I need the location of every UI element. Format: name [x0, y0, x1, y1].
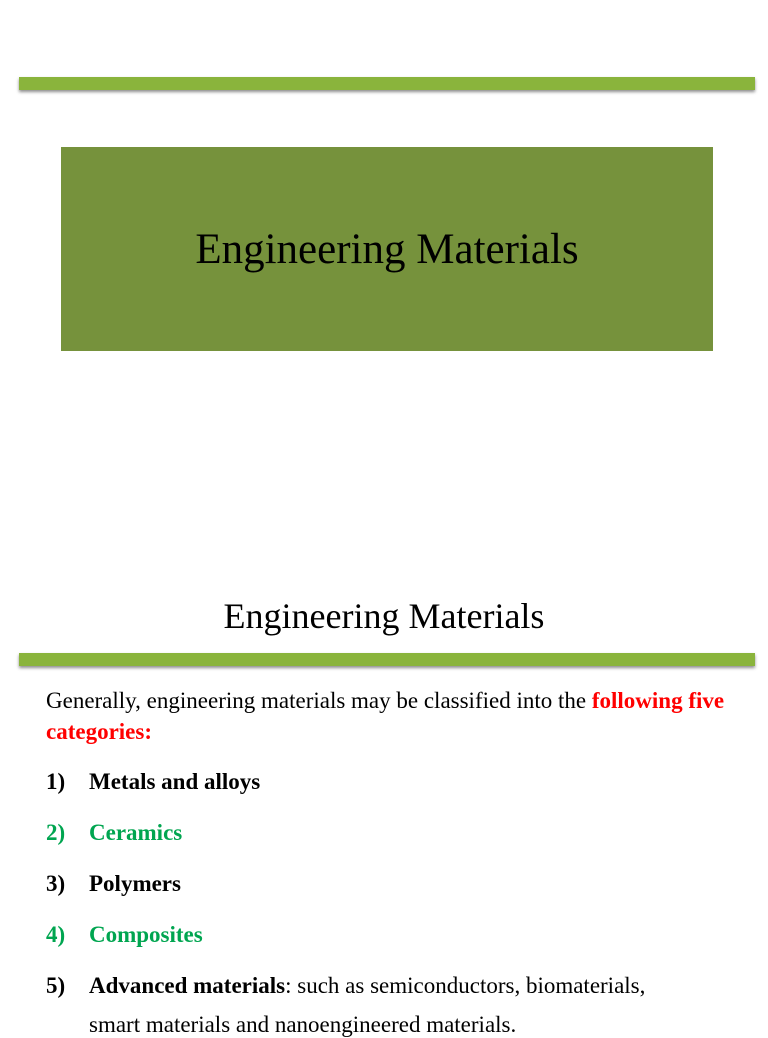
intro-text: Generally, engineering materials may be classified into the: [46, 688, 592, 713]
list-label: Advanced materials: [89, 973, 286, 998]
list-label: Ceramics: [89, 820, 183, 845]
intro-highlight: following five categories:: [46, 688, 725, 744]
list-number: 4): [46, 922, 66, 947]
slide1-title: Engineering Materials: [195, 225, 579, 273]
list-number: 5): [46, 973, 66, 998]
slide2-title: Engineering Materials: [223, 596, 545, 636]
list-number: 3): [46, 871, 66, 896]
list-label: Metals and alloys: [89, 769, 261, 794]
title-box: [61, 147, 713, 351]
list-label: Polymers: [89, 871, 181, 896]
intro-paragraph: [46, 685, 746, 747]
list-continuation: smart materials and nanoengineered materials.: [89, 1012, 517, 1037]
list-number: 2): [46, 820, 66, 845]
list-number: 1): [46, 769, 66, 794]
middle-green-rule: [19, 653, 755, 666]
top-green-rule: [19, 77, 755, 90]
list-item-ceramics: [46, 817, 766, 868]
categories-list: [46, 766, 766, 1021]
list-item-metals: [46, 766, 766, 817]
list-description: : such as semiconductors, biomaterials,: [285, 973, 646, 998]
list-item-polymers: [46, 868, 766, 919]
list-item-composites: [46, 919, 766, 970]
list-label: Composites: [89, 922, 203, 947]
